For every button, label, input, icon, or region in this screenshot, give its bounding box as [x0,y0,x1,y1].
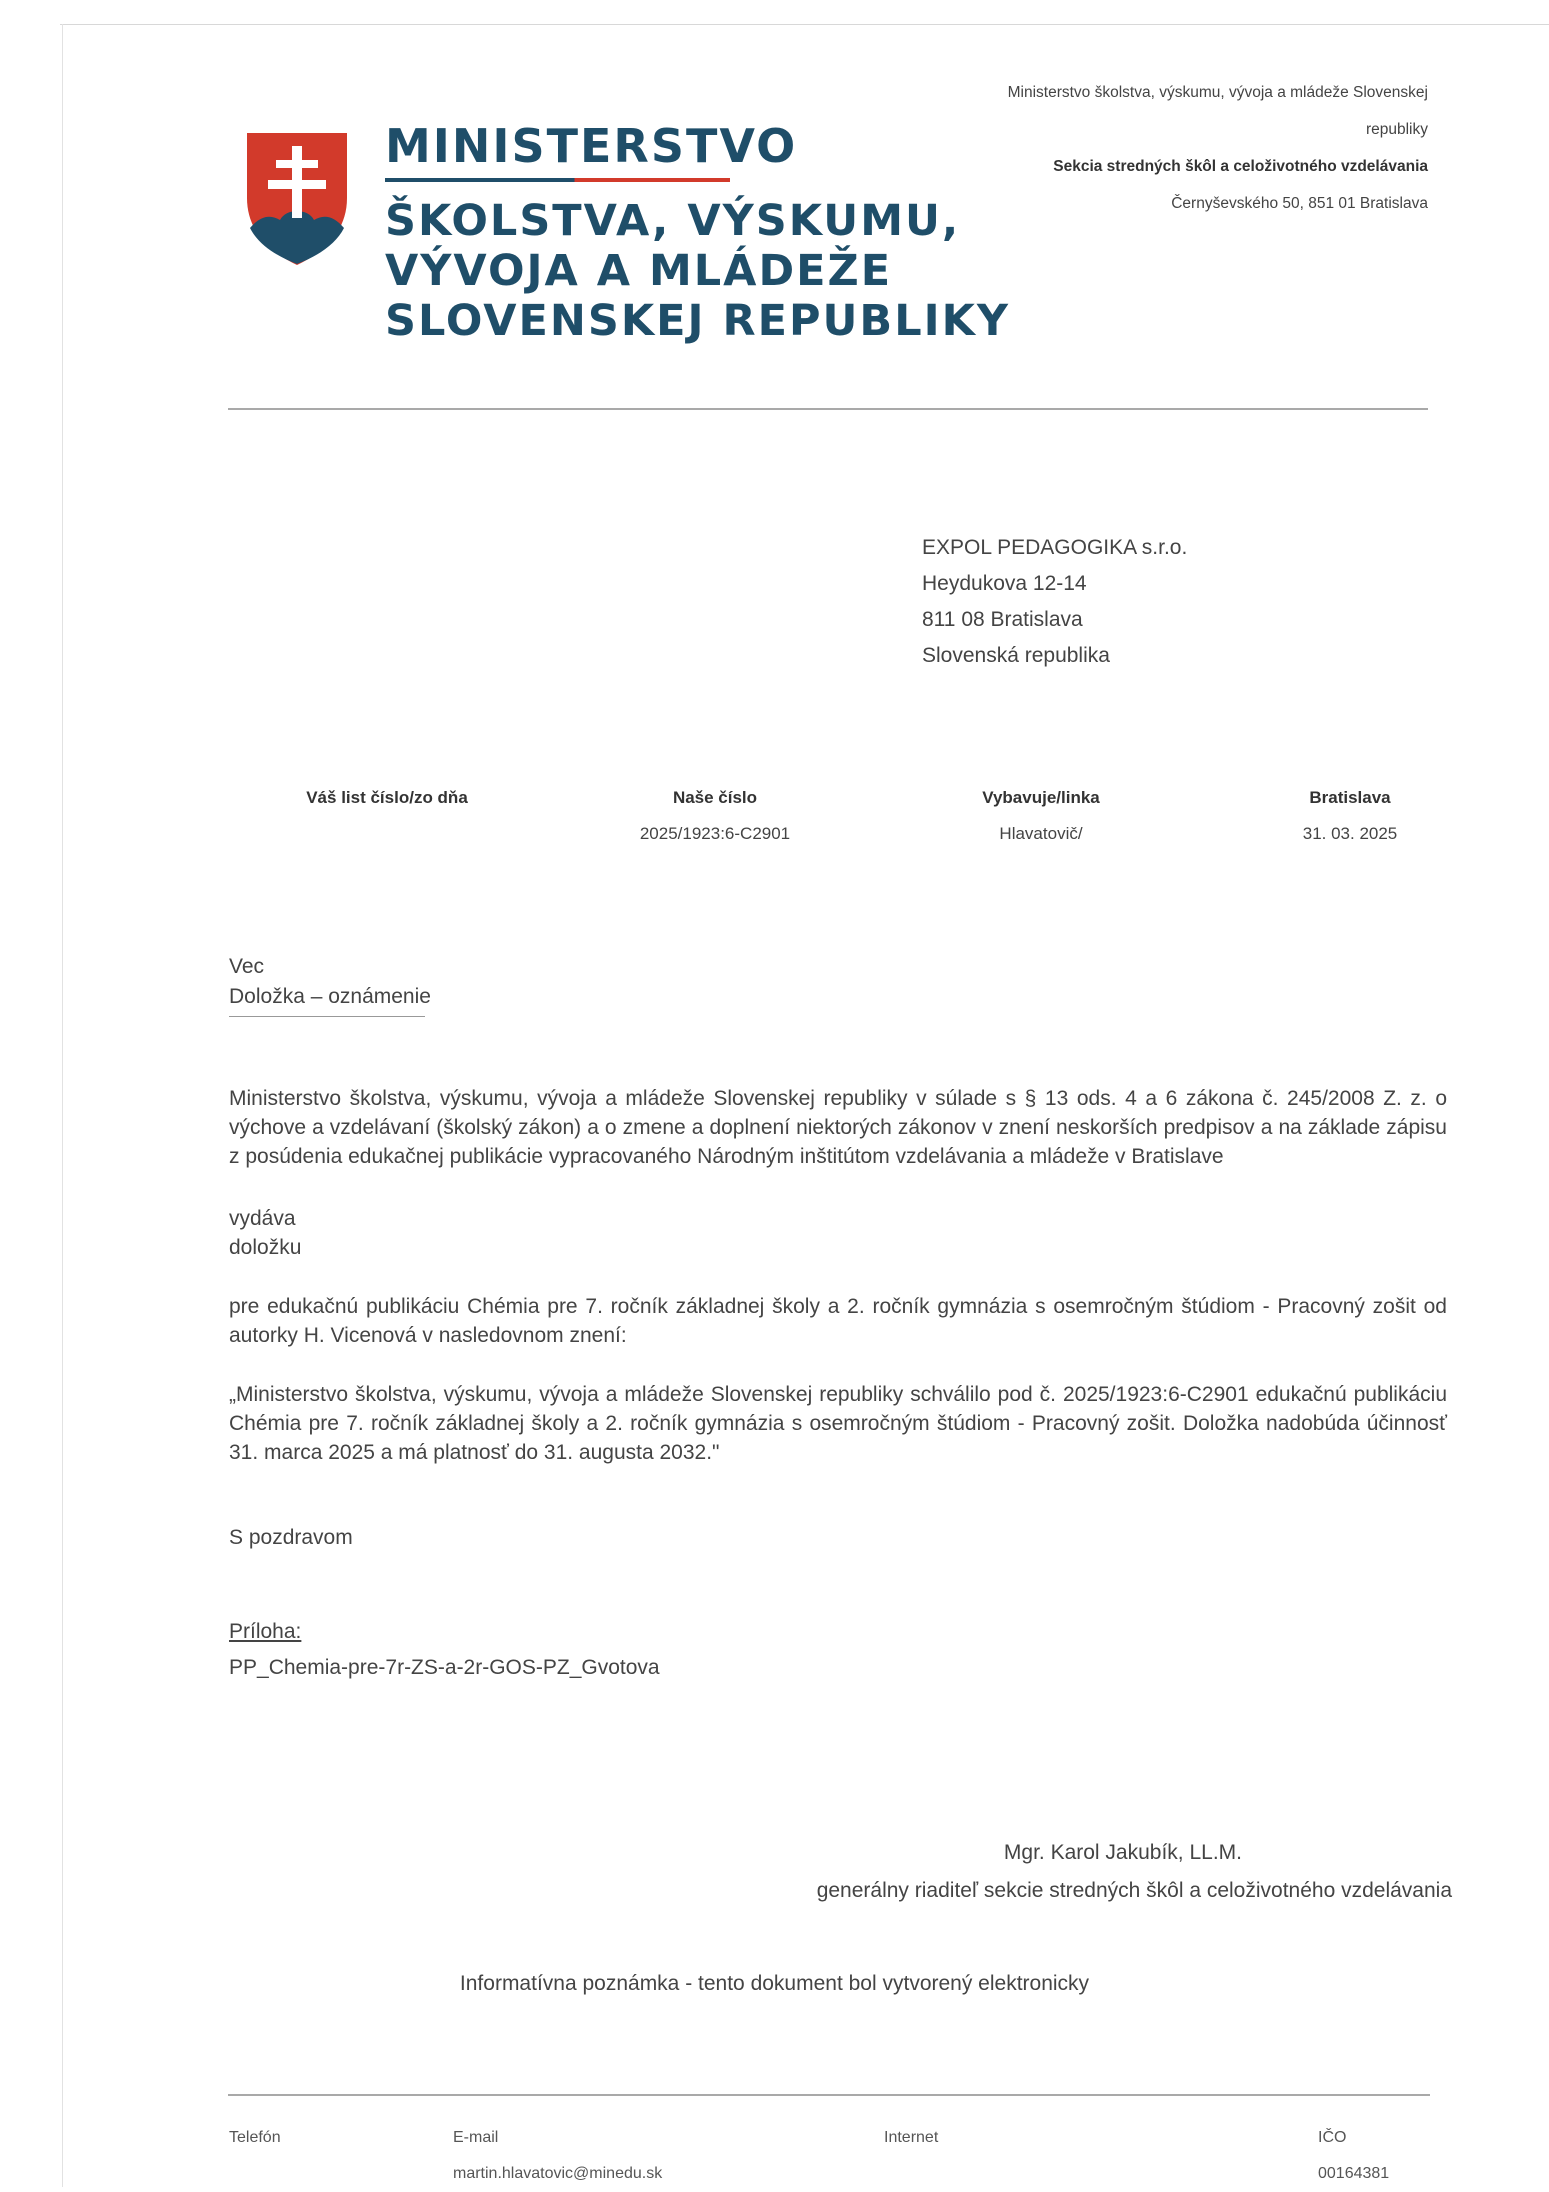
header-divider [228,408,1428,410]
ref-our-number-label: Naše číslo [672,788,758,807]
recipient-country: Slovenská republika [922,644,1110,667]
page-edge-left [62,24,63,2187]
ref-your-letter [262,780,512,852]
signatory-name: Mgr. Karol Jakubík, LL.M. [1003,1841,1242,1864]
footer-email-label: E-mail [453,2129,499,2146]
logo-line-4: SLOVENSKEJ REPUBLIKY [385,296,1011,346]
subject-label: Vec [229,955,265,978]
ref-our-number [590,780,840,852]
ref-handled-by-value: Hlavatovič/ [999,824,1083,843]
footer-internet-label: Internet [884,2129,939,2146]
body-paragraph-4: „Ministerstvo školstva, výskumu, vývoja a mládeže Slovenskej republiky schválilo pod č. 2025/1923:6-C2901 edukačnú publikáciu Chémia pre 7. ročník základnej školy a 2. ročník gymnázia s osemročným štúdiom - Pracovný zošit. Doložka nadobúda účinnosť 31. marca 2025 a má platnosť do 31. augusta 2032." [229,1383,1447,1464]
ref-place-label: Bratislava [1309,788,1391,807]
recipient-street: Heydukova 12-14 [922,572,1087,595]
signature-block [817,1834,1452,1910]
ref-handled-by-label: Vybavuje/linka [982,788,1100,807]
footer-phone [229,2120,281,2156]
issues-line: vydáva [229,1207,296,1230]
subject-text: Doložka – oznámenie [229,985,431,1008]
page-edge-top [60,24,1549,25]
logo-line-3: VÝVOJA A MLÁDEŽE [385,246,893,296]
footer-email [453,2120,662,2192]
ref-date-value: 31. 03. 2025 [1302,824,1398,843]
sender-section: Sekcia stredných škôl a celoživotného vzdelávania [1053,158,1428,175]
footer-internet [884,2120,938,2156]
ref-handled-by [916,780,1166,852]
ref-your-letter-value [262,816,512,852]
subject-block [229,952,431,1017]
electronic-note: Informatívna poznámka - tento dokument bol vytvorený elektronicky [459,1972,1090,1995]
body-paragraph-2 [229,1204,1447,1262]
attachment-file: PP_Chemia-pre-7r-ZS-a-2r-GOS-PZ_Gvotova [229,1656,660,1679]
footer-ico-label: IČO [1318,2129,1347,2146]
footer-ico-value: 00164381 [1318,2165,1390,2182]
body-paragraph-3: pre edukačnú publikáciu Chémia pre 7. ročník základnej školy a 2. ročník gymnázia s osemročným štúdiom - Pracovný zošit od autorky H. Vicenová v nasledovnom znení: [229,1295,1447,1347]
footer-phone-label: Telefón [229,2129,281,2146]
footer-ico [1318,2120,1389,2192]
footer-divider [228,2094,1430,2096]
ref-your-letter-label: Váš list číslo/zo dňa [306,788,468,807]
logo-line-1: MINISTERSTVO [385,119,798,173]
logo-rule [385,178,730,182]
logo-line-2: ŠKOLSTVA, VÝSKUMU, [385,196,961,246]
sender-block [868,74,1428,222]
clause-line: doložku [229,1236,302,1259]
sender-address: Černyševského 50, 851 01 Bratislava [1171,195,1428,212]
sender-line-2: republiky [1365,121,1428,138]
body-paragraph-1: Ministerstvo školstva, výskumu, vývoja a mládeže Slovenskej republiky v súlade s § 13 ods. 4 a 6 zákona č. 245/2008 Z. z. o výchove a vzdelávaní (školský zákon) a o zmene a doplnení niektorých zákonov v znení neskorších predpisov a na základe zápisu z posúdenia edukačnej publikácie vypracovaného Národným inštitútom vzdelávania a mládeže v Bratislave [229,1087,1447,1168]
footer-email-value: martin.hlavatovic@minedu.sk [453,2165,663,2182]
coat-of-arms-icon [242,128,352,268]
recipient-city: 811 08 Bratislava [922,608,1083,631]
recipient-address [922,530,1187,674]
signatory-title: generálny riaditeľ sekcie stredných škôl a celoživotného vzdelávania [816,1879,1452,1902]
recipient-name: EXPOL PEDAGOGIKA s.r.o. [922,536,1188,559]
sender-line-1: Ministerstvo školstva, výskumu, vývoja a mládeže Slovenskej [1007,84,1428,101]
ref-place-date [1225,780,1475,852]
greeting: S pozdravom [229,1526,353,1549]
ref-our-number-value: 2025/1923:6-C2901 [639,824,791,843]
attachment-block [229,1614,660,1686]
attachment-label: Príloha: [229,1620,302,1643]
subject-underline [229,1016,425,1017]
